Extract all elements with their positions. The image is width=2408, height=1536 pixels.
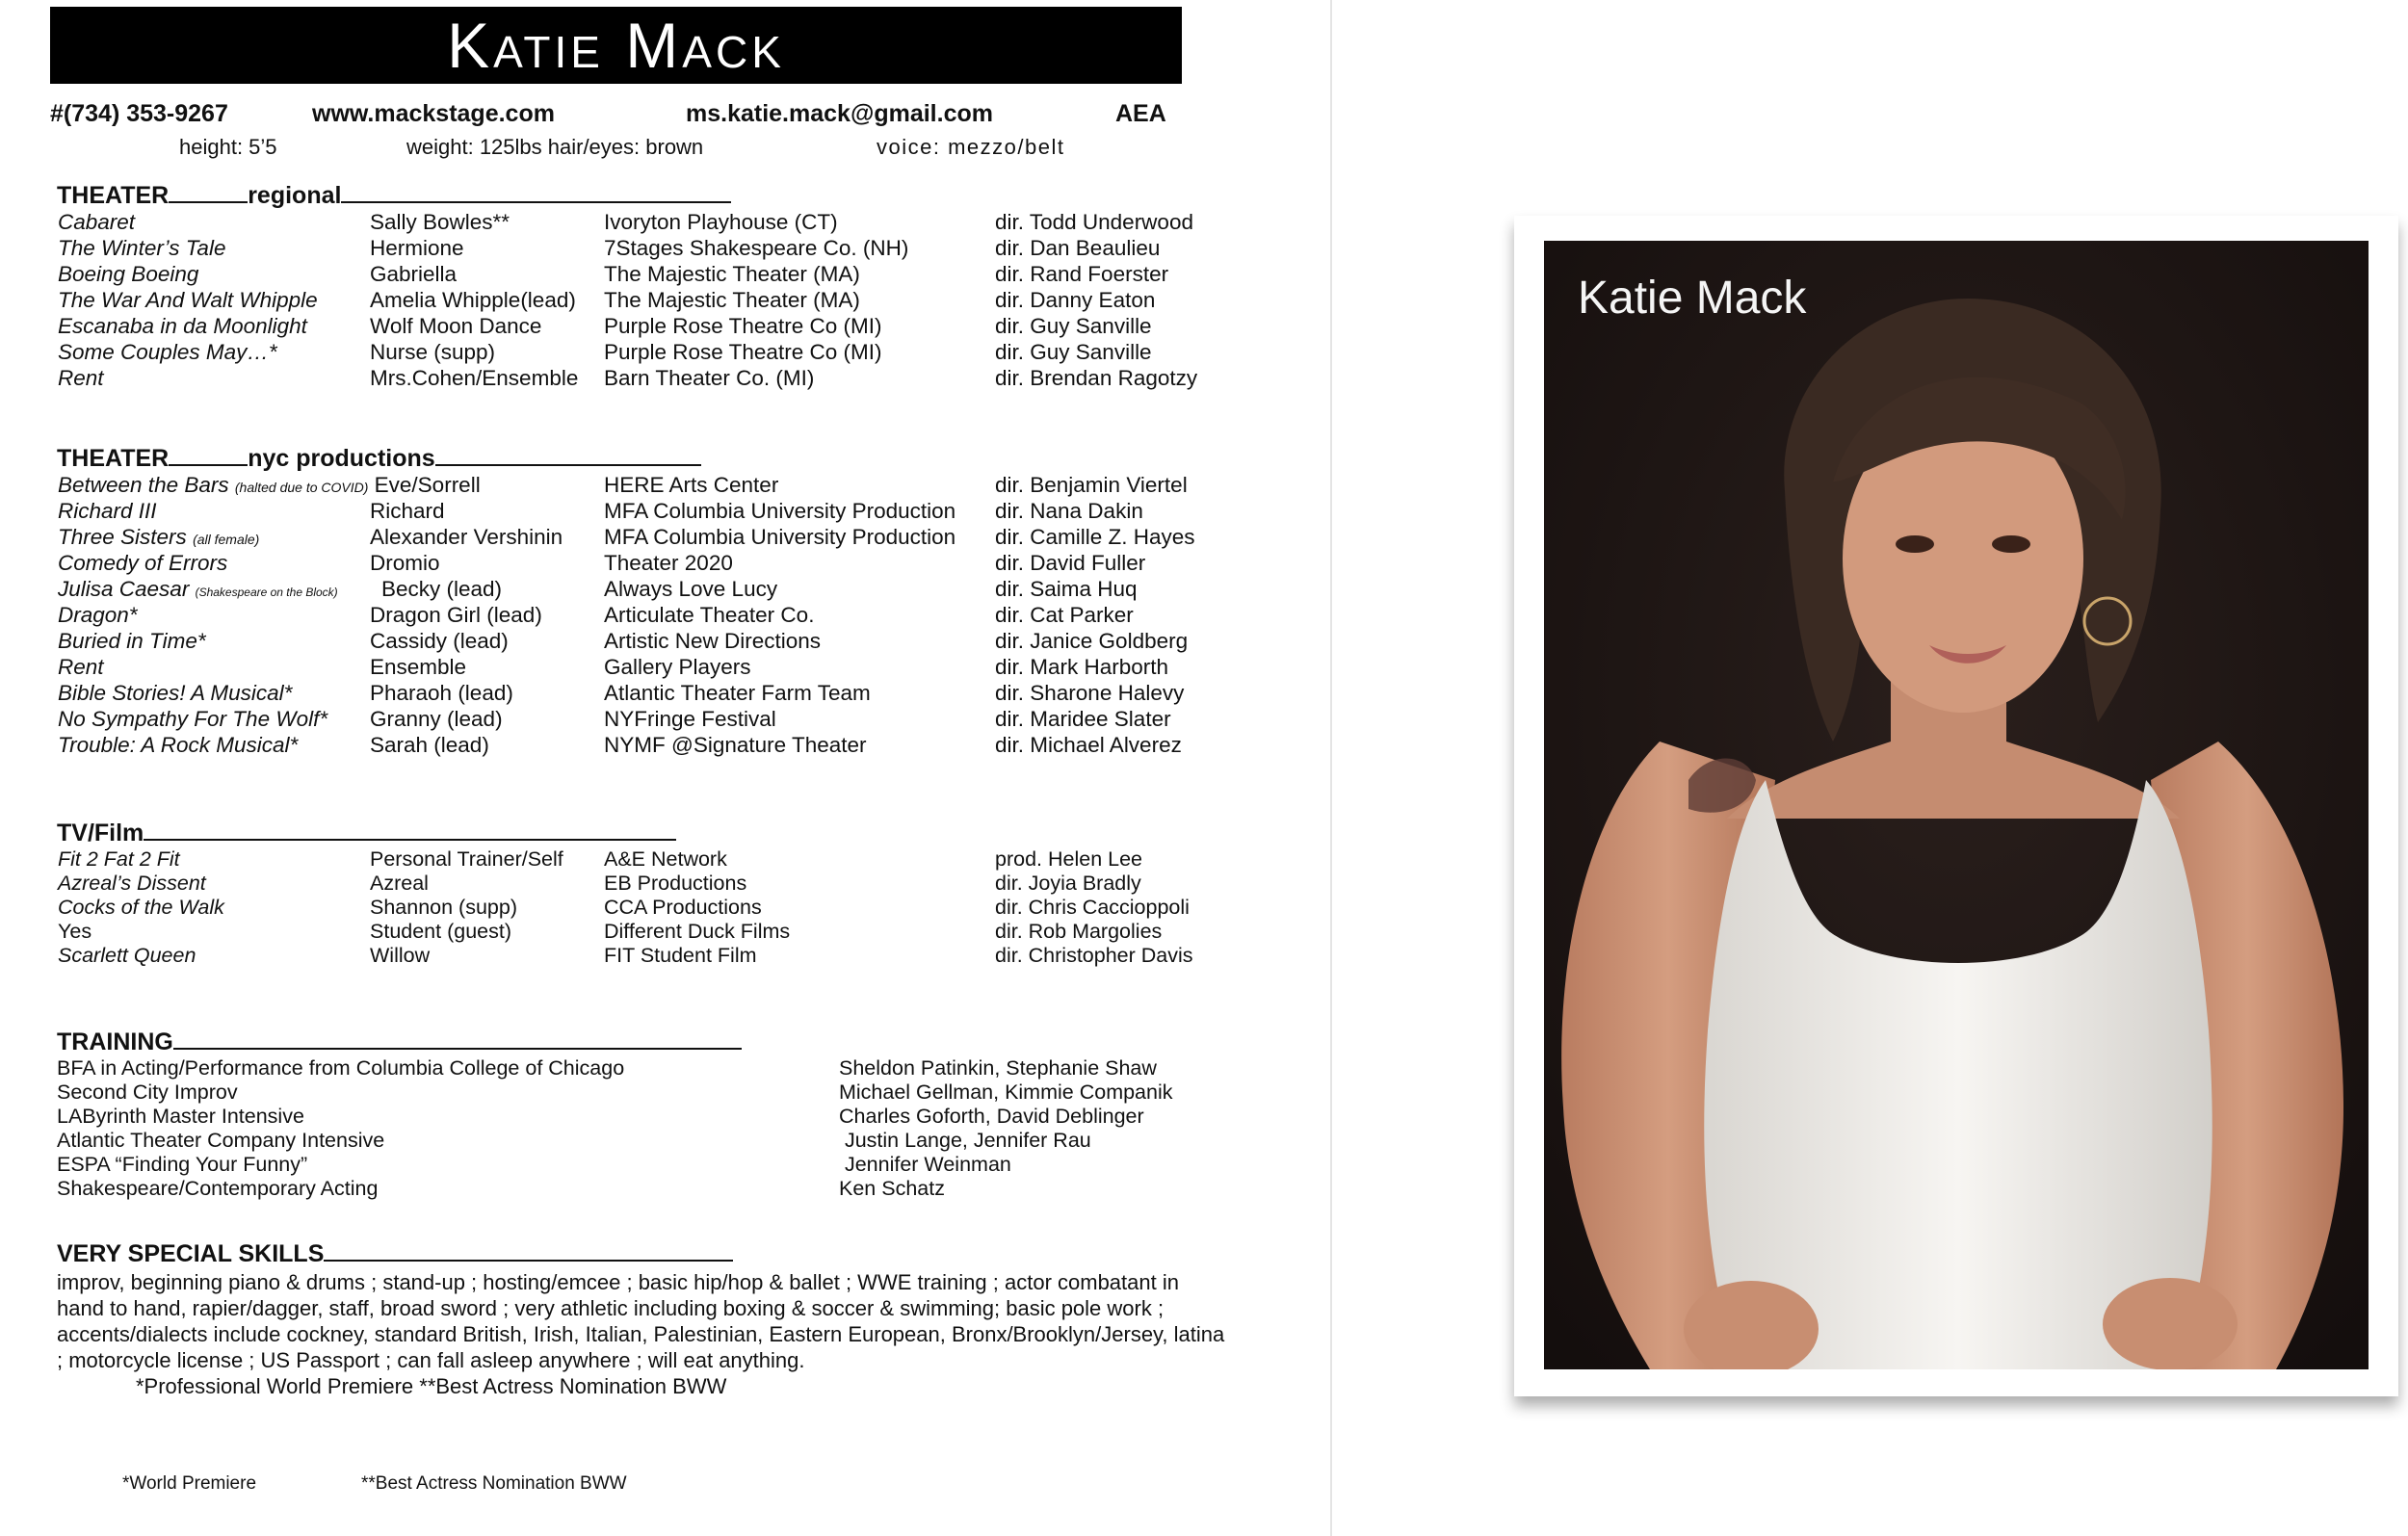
weight-hair-eyes-stat: weight: 125lbs hair/eyes: brown <box>406 135 704 159</box>
role: Granny (lead) <box>370 707 503 731</box>
credit-row <box>0 944 1214 970</box>
training-teachers: Sheldon Patinkin, Stephanie Shaw <box>839 1056 1157 1080</box>
show-title: The Winter’s Tale <box>58 236 226 260</box>
director: dir. Camille Z. Hayes <box>995 525 1195 549</box>
venue: NYMF @Signature Theater <box>604 733 867 757</box>
director: dir. Chris Caccioppoli <box>995 896 1190 919</box>
skills-text: improv, beginning piano & drums ; stand-up ; hosting/emcee ; basic hip/hop & ballet ; WWE training ; actor combatant in hand to hand, rapier/dagger, staff, broad sword ; very athletic including boxing & soccer & swimming; basic pole work ; accents/dialects include cockney, standard British, Irish, Italian, Palestinian, Eastern European, Bronx/Brooklyn/Jersey, latina ; motorcycle license ; US Passport ; can fall asleep anywhere ; will eat anything. <box>57 1270 1225 1372</box>
training-row <box>0 1177 1214 1201</box>
role: Nurse (supp) <box>370 340 496 364</box>
credit-row <box>0 288 1214 314</box>
heading-rule <box>144 821 676 841</box>
phone-number: #(734) 353-9267 <box>50 100 228 127</box>
training-program: LAByrinth Master Intensive <box>57 1105 304 1128</box>
director: dir. Todd Underwood <box>995 210 1193 234</box>
credit-row <box>0 655 1214 681</box>
role: Pharaoh (lead) <box>370 681 513 705</box>
heading-rule <box>169 184 248 203</box>
skills-block <box>57 1269 1232 1399</box>
venue: Always Love Lucy <box>604 577 778 601</box>
heading-nyc: nyc productions <box>248 445 435 472</box>
venue: Artistic New Directions <box>604 629 822 653</box>
role: Student (guest) <box>370 920 512 943</box>
show-title: Buried in Time* <box>58 629 206 653</box>
venue: Theater 2020 <box>604 551 733 575</box>
director: dir. Dan Beaulieu <box>995 236 1161 260</box>
show-title: Rent <box>58 366 104 390</box>
credit-row <box>0 920 1214 946</box>
venue: Purple Rose Theatre Co (MI) <box>604 340 882 364</box>
credit-row <box>0 473 1214 499</box>
show-title: Escanaba in da Moonlight <box>58 314 307 338</box>
training-row <box>0 1056 1214 1080</box>
credit-row <box>0 872 1214 898</box>
show-name: Three Sisters <box>58 525 187 549</box>
production: EB Productions <box>604 872 747 895</box>
heading-tvfilm: TV/Film <box>57 820 144 846</box>
credit-row <box>0 577 1214 603</box>
role: Becky (lead) <box>381 577 503 601</box>
training-program: ESPA “Finding Your Funny” <box>57 1153 308 1176</box>
show-name: Julisa Caesar <box>58 577 190 601</box>
headshot-caption: Katie Mack <box>1578 273 1807 324</box>
role: Ensemble <box>370 655 467 679</box>
show-title: Cabaret <box>58 210 136 234</box>
role: Dragon Girl (lead) <box>370 603 542 627</box>
director: dir. Benjamin Viertel <box>995 473 1188 497</box>
heading-rule <box>169 447 248 466</box>
heading-regional: regional <box>248 182 342 209</box>
training-row <box>0 1153 1214 1177</box>
director: dir. Danny Eaton <box>995 288 1156 312</box>
name-banner <box>50 7 1182 84</box>
venue: NYFringe Festival <box>604 707 776 731</box>
show-title: The War And Walt Whipple <box>58 288 318 312</box>
role: Dromio <box>370 551 440 575</box>
heading-theater: THEATER <box>57 182 170 209</box>
show-title: Cocks of the Walk <box>58 896 224 919</box>
venue: Articulate Theater Co. <box>604 603 815 627</box>
director: dir. Sharone Halevy <box>995 681 1185 705</box>
show-name: Between the Bars <box>58 473 229 497</box>
production: FIT Student Film <box>604 944 757 967</box>
credit-row <box>0 210 1214 236</box>
credit-row <box>0 733 1214 759</box>
training-teachers: Ken Schatz <box>839 1177 945 1200</box>
page-divider <box>1330 0 1332 1536</box>
heading-rule <box>341 184 731 203</box>
venue: The Majestic Theater (MA) <box>604 262 860 286</box>
show-title: Dragon* <box>58 603 138 627</box>
role: Richard <box>370 499 445 523</box>
training-teachers: Jennifer Weinman <box>839 1153 1011 1176</box>
director: dir. Maridee Slater <box>995 707 1171 731</box>
left-eye <box>1896 535 1934 553</box>
training-row <box>0 1080 1214 1105</box>
height-stat: height: 5’5 <box>179 135 277 159</box>
show-title: Trouble: A Rock Musical* <box>58 733 299 757</box>
training-program: Atlantic Theater Company Intensive <box>57 1129 385 1152</box>
show-title: Yes <box>58 920 92 943</box>
director: prod. Helen Lee <box>995 847 1142 871</box>
director: dir. Saima Huq <box>995 577 1138 601</box>
training-teachers: Charles Goforth, David Deblinger <box>839 1105 1144 1128</box>
heading-rule <box>173 1030 742 1050</box>
credit-row <box>0 896 1214 922</box>
show-note: (halted due to COVID) <box>234 480 369 495</box>
heading-training: TRAINING <box>57 1028 173 1055</box>
venue: The Majestic Theater (MA) <box>604 288 860 312</box>
director: dir. Michael Alverez <box>995 733 1182 757</box>
email-link[interactable]: ms.katie.mack@gmail.com <box>686 100 993 127</box>
role: Amelia Whipple(lead) <box>370 288 576 312</box>
training-teachers: Michael Gellman, Kimmie Companik <box>839 1080 1173 1104</box>
footnote-nomination: **Best Actress Nomination BWW <box>361 1473 627 1494</box>
role: Shannon (supp) <box>370 896 517 919</box>
show-title: Comedy of Errors <box>58 551 228 575</box>
director: dir. Rob Margolies <box>995 920 1163 943</box>
role: Mrs.Cohen/Ensemble <box>370 366 579 390</box>
production: A&E Network <box>604 847 727 871</box>
website-link[interactable]: www.mackstage.com <box>312 100 555 127</box>
section-heading-tvfilm <box>57 820 676 847</box>
show-title: Rent <box>58 655 104 679</box>
credit-row <box>0 629 1214 655</box>
role: Alexander Vershinin <box>370 525 563 549</box>
venue: HERE Arts Center <box>604 473 779 497</box>
credit-row <box>0 847 1214 873</box>
venue: Barn Theater Co. (MI) <box>604 366 815 390</box>
union-affiliation: AEA <box>1115 100 1166 127</box>
director: dir. Cat Parker <box>995 603 1134 627</box>
section-heading-skills <box>57 1240 733 1268</box>
role: Gabriella <box>370 262 458 286</box>
show-title: Richard III <box>58 499 157 523</box>
show-note: (all female) <box>193 532 260 547</box>
director: dir. Christopher Davis <box>995 944 1193 967</box>
headshot-illustration <box>1544 241 2369 1369</box>
actor-name: Katie Mack <box>447 10 785 81</box>
director: dir. Rand Foerster <box>995 262 1169 286</box>
role: Personal Trainer/Self <box>370 847 563 871</box>
credit-row <box>0 525 1214 551</box>
director: dir. Joyia Bradly <box>995 872 1141 895</box>
section-heading-training <box>57 1028 742 1056</box>
venue: Purple Rose Theatre Co (MI) <box>604 314 882 338</box>
venue: 7Stages Shakespeare Co. (NH) <box>604 236 909 260</box>
credit-row <box>0 551 1214 577</box>
venue: MFA Columbia University Production <box>604 525 956 549</box>
director: dir. Janice Goldberg <box>995 629 1189 653</box>
show-title: Azreal’s Dissent <box>58 872 206 895</box>
credit-row <box>0 314 1214 340</box>
role: Cassidy (lead) <box>370 629 509 653</box>
role: Wolf Moon Dance <box>370 314 542 338</box>
training-program: BFA in Acting/Performance from Columbia College of Chicago <box>57 1056 625 1080</box>
role: Azreal <box>370 872 429 895</box>
credit-row <box>0 603 1214 629</box>
credit-row <box>0 340 1214 366</box>
credit-row <box>0 262 1214 288</box>
credit-row <box>0 681 1214 707</box>
venue: Atlantic Theater Farm Team <box>604 681 871 705</box>
show-title: Boeing Boeing <box>58 262 199 286</box>
right-eye <box>1992 535 2030 553</box>
voice-stat: voice: mezzo/belt <box>877 135 1065 159</box>
credit-row <box>0 366 1214 392</box>
credit-row <box>0 236 1214 262</box>
director: dir. Brendan Ragotzy <box>995 366 1198 390</box>
show-title <box>58 473 481 498</box>
director: dir. David Fuller <box>995 551 1146 575</box>
venue: Ivoryton Playhouse (CT) <box>604 210 838 234</box>
heading-rule <box>324 1242 733 1262</box>
training-program: Second City Improv <box>57 1080 238 1104</box>
heading-skills: VERY SPECIAL SKILLS <box>57 1240 325 1267</box>
production: Different Duck Films <box>604 920 791 943</box>
show-title: Some Couples May…* <box>58 340 277 364</box>
show-note: (Shakespeare on the Block) <box>195 586 338 599</box>
role: Sally Bowles** <box>370 210 510 234</box>
credit-row <box>0 707 1214 733</box>
production: CCA Productions <box>604 896 762 919</box>
show-title: No Sympathy For The Wolf* <box>58 707 328 731</box>
right-hand <box>2103 1278 2238 1369</box>
heading-rule <box>435 447 701 466</box>
role: Eve/Sorrell <box>374 473 481 497</box>
show-title: Bible Stories! A Musical* <box>58 681 293 705</box>
training-row <box>0 1105 1214 1129</box>
venue: Gallery Players <box>604 655 751 679</box>
show-title <box>58 525 259 550</box>
skills-notes: *Professional World Premiere **Best Actress Nomination BWW <box>136 1374 727 1398</box>
footnote-world-premiere: *World Premiere <box>122 1473 257 1494</box>
director: dir. Nana Dakin <box>995 499 1143 523</box>
director: dir. Guy Sanville <box>995 340 1152 364</box>
director: dir. Guy Sanville <box>995 314 1152 338</box>
venue: MFA Columbia University Production <box>604 499 956 523</box>
heading-theater: THEATER <box>57 445 170 472</box>
director: dir. Mark Harborth <box>995 655 1169 679</box>
show-title: Fit 2 Fat 2 Fit <box>58 847 180 871</box>
show-title: Scarlett Queen <box>58 944 196 967</box>
section-heading-regional <box>57 182 731 210</box>
training-program: Shakespeare/Contemporary Acting <box>57 1177 379 1200</box>
credit-row <box>0 499 1214 525</box>
role: Hermione <box>370 236 464 260</box>
show-title <box>58 577 338 602</box>
section-heading-nyc <box>57 445 701 473</box>
training-row <box>0 1129 1214 1153</box>
role: Sarah (lead) <box>370 733 489 757</box>
headshot-photo <box>1544 241 2369 1369</box>
role: Willow <box>370 944 431 967</box>
training-teachers: Justin Lange, Jennifer Rau <box>839 1129 1091 1152</box>
